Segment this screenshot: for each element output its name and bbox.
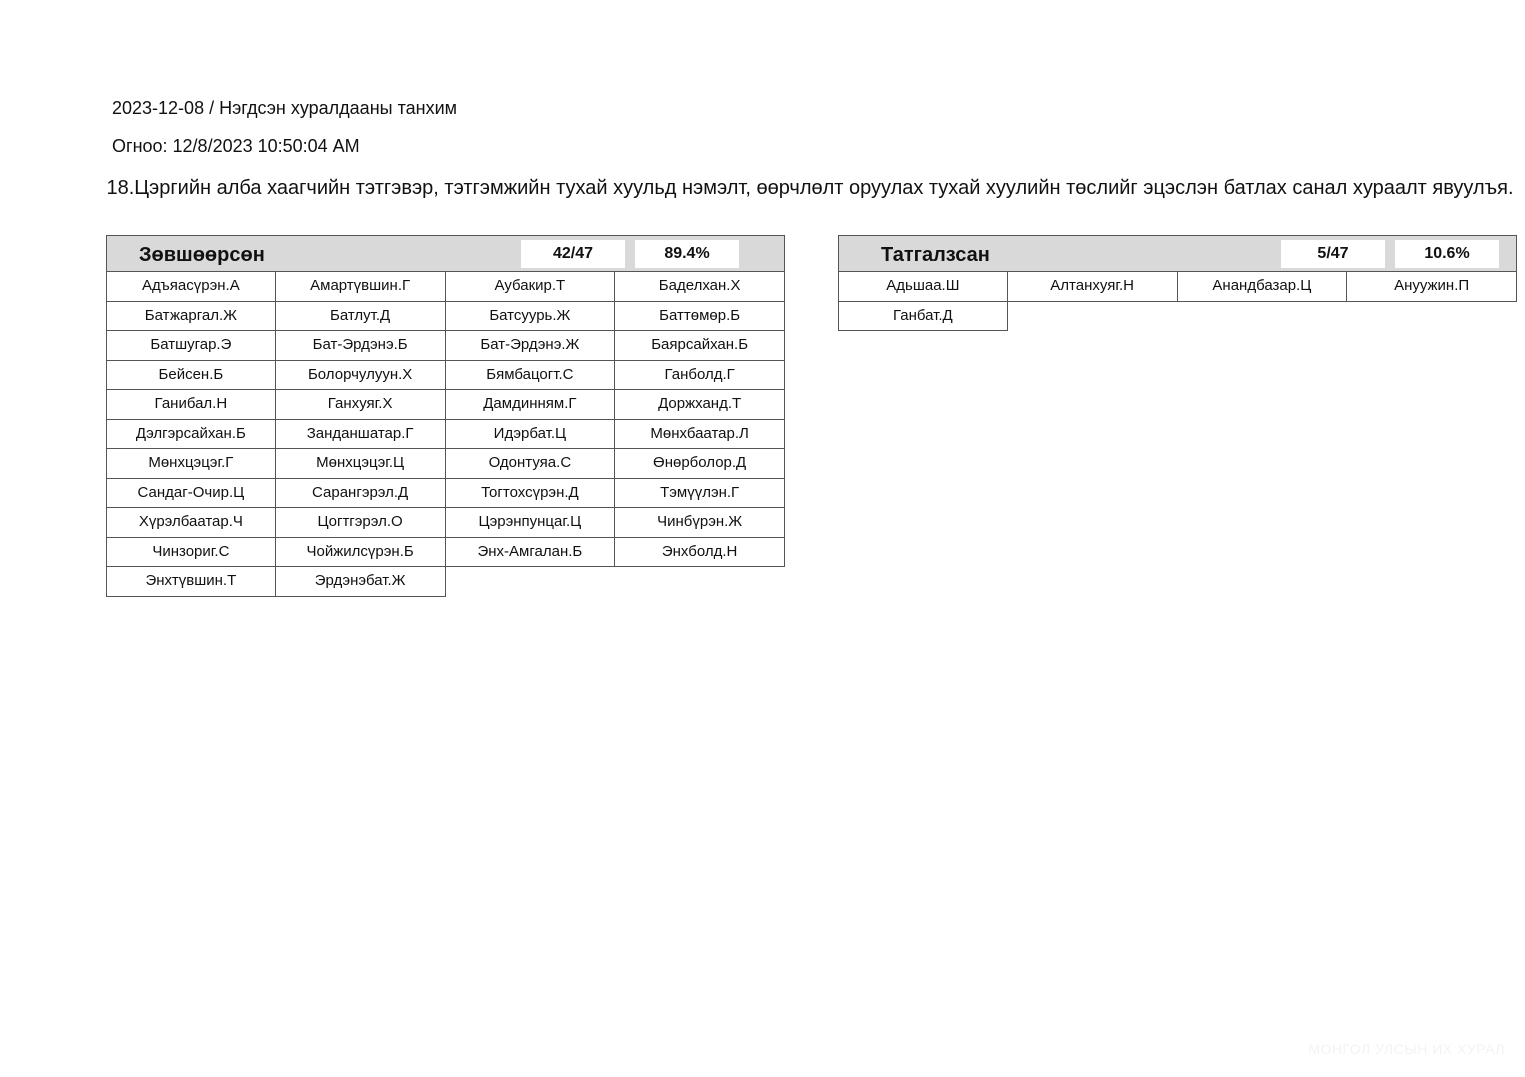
approved-panel bbox=[106, 235, 785, 597]
watermark: МОНГОЛ УЛСЫН ИХ ХУРАЛ bbox=[1308, 1041, 1505, 1057]
approved-member-name: Бейсен.Б bbox=[106, 361, 276, 391]
approved-member-name: Мөнхбаатар.Л bbox=[615, 420, 785, 450]
approved-member-name: Чинбүрэн.Ж bbox=[615, 508, 785, 538]
approved-member-name: Ганхуяг.Х bbox=[276, 390, 446, 420]
approved-member-name: Бямбацогт.С bbox=[446, 361, 616, 391]
rejected-panel bbox=[838, 235, 1517, 331]
approved-member-name: Тогтохсүрэн.Д bbox=[446, 479, 616, 509]
rejected-member-name: Анандбазар.Ц bbox=[1178, 272, 1348, 302]
approved-count: 42/47 bbox=[521, 240, 625, 268]
approved-member-name: Батжаргал.Ж bbox=[106, 302, 276, 332]
approved-member-name: Батсуурь.Ж bbox=[446, 302, 616, 332]
rejected-header bbox=[838, 235, 1517, 272]
approved-member-name: Баттөмөр.Б bbox=[615, 302, 785, 332]
approved-member-name: Чинзориг.С bbox=[106, 538, 276, 568]
session-date: Огноо: 12/8/2023 10:50:04 AM bbox=[112, 136, 360, 156]
rejected-member-name: Ганбат.Д bbox=[838, 302, 1008, 332]
approved-member-name: Чойжилсүрэн.Б bbox=[276, 538, 446, 568]
approved-names-grid bbox=[106, 272, 785, 597]
rejected-names-grid bbox=[838, 272, 1517, 331]
approved-member-name: Ганболд.Г bbox=[615, 361, 785, 391]
approved-member-name: Батлут.Д bbox=[276, 302, 446, 332]
approved-member-name: Дэлгэрсайхан.Б bbox=[106, 420, 276, 450]
approved-member-name: Амартүвшин.Г bbox=[276, 272, 446, 302]
approved-member-name: Одонтуяа.С bbox=[446, 449, 616, 479]
approved-member-name: Занданшатар.Г bbox=[276, 420, 446, 450]
motion-title: 18.Цэргийн алба хаагчийн тэтгэвэр, тэтгэмжийн тухай хуульд нэмэлт, өөрчлөлт оруулах тухай хуулийн төслийг эцэслэн батлах санал хураалт явуулъя. bbox=[106, 177, 1514, 199]
session-title: 2023-12-08 / Нэгдсэн хуралдааны танхим bbox=[112, 98, 457, 118]
approved-label: Зөвшөөрсөн bbox=[139, 244, 265, 266]
approved-member-name: Аубакир.Т bbox=[446, 272, 616, 302]
approved-member-name: Ганибал.Н bbox=[106, 390, 276, 420]
approved-member-name: Батшугар.Э bbox=[106, 331, 276, 361]
rejected-member-name: Ануужин.П bbox=[1347, 272, 1517, 302]
approved-member-name: Бат-Эрдэнэ.Б bbox=[276, 331, 446, 361]
rejected-member-name: Адьшаа.Ш bbox=[838, 272, 1008, 302]
approved-member-name: Хүрэлбаатар.Ч bbox=[106, 508, 276, 538]
rejected-percent: 10.6% bbox=[1395, 240, 1499, 268]
approved-member-name: Өнөрболор.Д bbox=[615, 449, 785, 479]
approved-member-name: Мөнхцэцэг.Г bbox=[106, 449, 276, 479]
approved-member-name: Баделхан.Х bbox=[615, 272, 785, 302]
rejected-label: Татгалзсан bbox=[881, 244, 990, 266]
rejected-member-name: Алтанхуяг.Н bbox=[1008, 272, 1178, 302]
rejected-count: 5/47 bbox=[1281, 240, 1385, 268]
approved-member-name: Энхболд.Н bbox=[615, 538, 785, 568]
approved-member-name: Бат-Эрдэнэ.Ж bbox=[446, 331, 616, 361]
approved-member-name: Идэрбат.Ц bbox=[446, 420, 616, 450]
approved-member-name: Баярсайхан.Б bbox=[615, 331, 785, 361]
approved-member-name: Тэмүүлэн.Г bbox=[615, 479, 785, 509]
approved-percent: 89.4% bbox=[635, 240, 739, 268]
approved-member-name: Цогтгэрэл.О bbox=[276, 508, 446, 538]
approved-member-name: Цэрэнпунцаг.Ц bbox=[446, 508, 616, 538]
approved-member-name: Энхтүвшин.Т bbox=[106, 567, 276, 597]
approved-member-name: Мөнхцэцэг.Ц bbox=[276, 449, 446, 479]
approved-member-name: Дамдинням.Г bbox=[446, 390, 616, 420]
approved-member-name: Адъяасүрэн.А bbox=[106, 272, 276, 302]
approved-member-name: Доржханд.Т bbox=[615, 390, 785, 420]
approved-member-name: Энх-Амгалан.Б bbox=[446, 538, 616, 568]
approved-member-name: Эрдэнэбат.Ж bbox=[276, 567, 446, 597]
approved-member-name: Сарангэрэл.Д bbox=[276, 479, 446, 509]
approved-member-name: Сандаг-Очир.Ц bbox=[106, 479, 276, 509]
approved-member-name: Болорчулуун.Х bbox=[276, 361, 446, 391]
approved-header bbox=[106, 235, 785, 272]
